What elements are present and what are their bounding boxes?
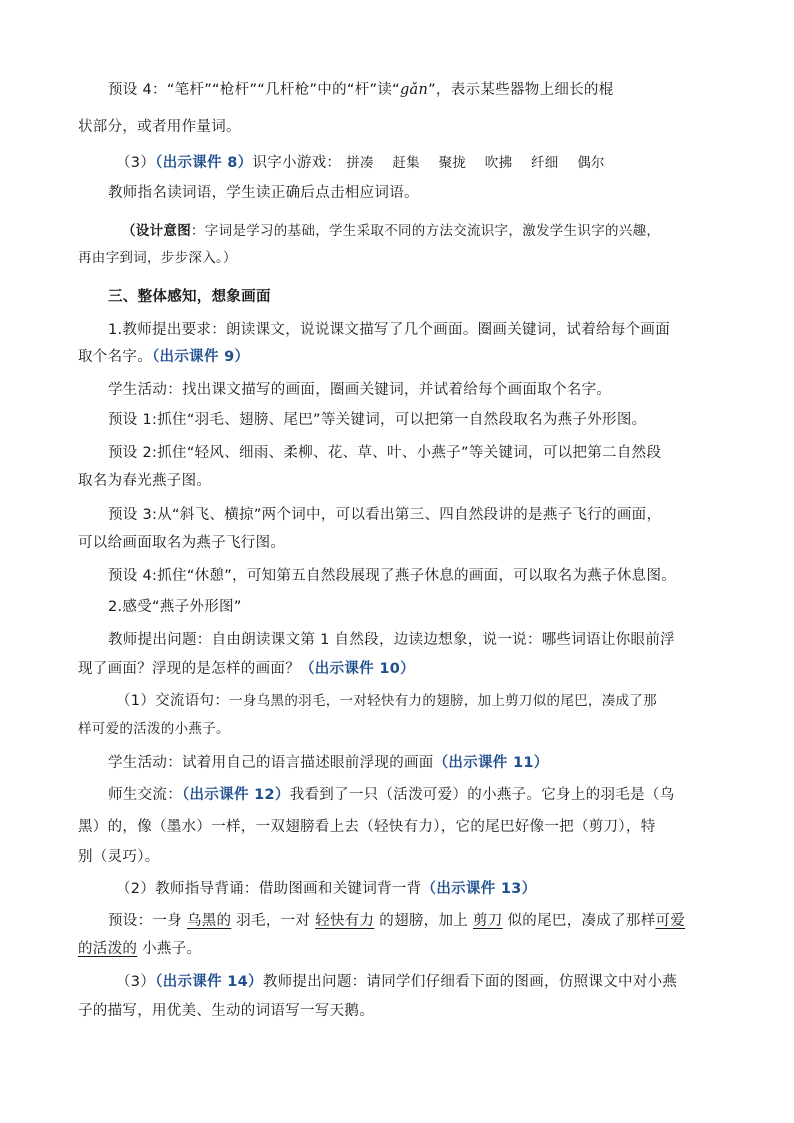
design-intent-line-1: （设计意图：字词是学习的基础，学生采取不同的方法交流识字，激发学生识字的兴趣， bbox=[122, 223, 661, 239]
design-intent-label: （设计意图 bbox=[122, 223, 191, 239]
game-word[interactable]: 吹拂 bbox=[484, 155, 513, 171]
courseware-cue: （出示课件 13） bbox=[421, 881, 537, 897]
courseware-cue: （出示课件 8） bbox=[155, 155, 253, 171]
preset-4-line-1: 预设 4：“笔杆”“枪杆”“几杆枪”中的“杆”读“gǎn”，表示某些器物上细长的棍 bbox=[108, 82, 614, 98]
preset-3-line-1: 预设 3:从“斜飞、横掠”两个词中，可以看出第三、四自然段讲的是燕子飞行的画面， bbox=[108, 507, 662, 523]
student-activity-1: 学生活动：找出课文描写的画面，圈画关键词，并试着给每个画面取个名字。 bbox=[108, 382, 612, 398]
underlined-keyword: 的活泼的 bbox=[78, 941, 138, 957]
game-word[interactable]: 赶集 bbox=[392, 155, 420, 171]
exchange-sentence-line-1: （1）交流语句：一身乌黑的羽毛，一对轻快有力的翅膀，加上剪刀似的尾巴，凑成了那 bbox=[116, 693, 657, 709]
pinyin-gan: gǎn bbox=[399, 82, 429, 98]
recitation-preset-line-1: 预设：一身 乌黑的 羽毛，一对 轻快有力 的翅膀，加上 剪刀 似的尾巴，凑成了那样可爱 bbox=[108, 913, 686, 929]
design-intent-line-2: 再由字到词，步步深入。） bbox=[78, 250, 237, 266]
teacher-question-line-2: 现了画面？浮现的是怎样的画面？（出示课件 10） bbox=[78, 661, 415, 677]
underlined-keyword: 乌黑的 bbox=[186, 913, 232, 929]
underlined-keyword: 轻快有力 bbox=[315, 913, 375, 929]
preset-3-line-2: 可以给画面取名为燕子飞行图。 bbox=[78, 535, 286, 551]
courseware-cue: （出示课件 14） bbox=[155, 974, 263, 990]
preset-1: 预设 1:抓住“羽毛、翅膀、尾巴”等关键词，可以把第一自然段取名为燕子外形图。 bbox=[108, 412, 647, 428]
courseware-cue: （出示课件 11） bbox=[433, 755, 549, 771]
exchange-sentence-line-2: 样可爱的活泼的小燕子。 bbox=[78, 721, 230, 737]
swan-writing-task-line-1: （3）（出示课件 14）教师提出问题：请同学们仔细看下面的图画，仿照课文中对小燕 bbox=[116, 974, 678, 990]
subsection-2: 2.感受“燕子外形图” bbox=[108, 599, 242, 615]
preset-2-line-2: 取名为春光燕子图。 bbox=[78, 473, 212, 489]
requirement-line-2: 取个名字。（出示课件 9） bbox=[78, 349, 250, 365]
game-word-list bbox=[346, 155, 619, 171]
requirement-line-1: 1.教师提出要求：朗读课文，说说课文描写了几个画面。圈画关键词，试着给每个画面 bbox=[108, 322, 671, 338]
teacher-instruction: 教师指名读词语，学生读正确后点击相应词语。 bbox=[108, 185, 419, 201]
recitation-preset-line-2: 的活泼的 小燕子。 bbox=[78, 941, 202, 957]
underlined-keyword: 可爱 bbox=[655, 913, 686, 929]
student-activity-2: 学生活动：试着用自己的语言描述眼前浮现的画面（出示课件 11） bbox=[108, 755, 549, 771]
section-heading-3: 三、整体感知，想象画面 bbox=[108, 289, 271, 305]
swan-writing-task-line-2: 子的描写，用优美、生动的词语写一写天鹅。 bbox=[78, 1003, 374, 1019]
preset-4-line-2: 状部分，或者用作量词。 bbox=[78, 119, 241, 135]
recitation-instruction: （2）教师指导背诵：借助图画和关键词背一背（出示课件 13） bbox=[116, 881, 537, 897]
courseware-cue: （出示课件 12） bbox=[182, 787, 290, 803]
preset-4b: 预设 4:抓住“休憩”，可知第五自然段展现了燕子休息的画面，可以取名为燕子休息图。 bbox=[108, 568, 677, 584]
courseware-cue: （出示课件 10） bbox=[300, 661, 415, 677]
teacher-question-line-1: 教师提出问题：自由朗读课文第 1 自然段，边读边想象，说一说：哪些词语让你眼前浮 bbox=[108, 632, 675, 648]
preset-2-line-1: 预设 2:抓住“轻风、细雨、柔柳、花、草、叶、小燕子”等关键词，可以把第二自然段 bbox=[108, 445, 662, 461]
teacher-student-exchange-line-3: 别（灵巧）。 bbox=[78, 849, 160, 865]
teacher-student-exchange-line-1: 师生交流：（出示课件 12）我看到了一只（活泼可爱）的小燕子。它身上的羽毛是（乌 bbox=[108, 787, 675, 803]
teacher-student-exchange-line-2: 黑）的，像（墨水）一样，一双翅膀看上去（轻快有力），它的尾巴好像一把（剪刀），特 bbox=[78, 819, 656, 835]
literacy-game-line: （3）（出示课件 8）识字小游戏： 拼凑 赶集 聚拢 吹拂 纤细 偶尔 bbox=[116, 153, 619, 173]
game-word[interactable]: 拼凑 bbox=[346, 155, 374, 171]
underlined-keyword: 剪刀 bbox=[472, 913, 503, 929]
courseware-cue: （出示课件 9） bbox=[152, 349, 250, 365]
game-word[interactable]: 偶尔 bbox=[577, 155, 605, 171]
game-word[interactable]: 聚拢 bbox=[438, 155, 467, 171]
game-word[interactable]: 纤细 bbox=[530, 155, 559, 171]
